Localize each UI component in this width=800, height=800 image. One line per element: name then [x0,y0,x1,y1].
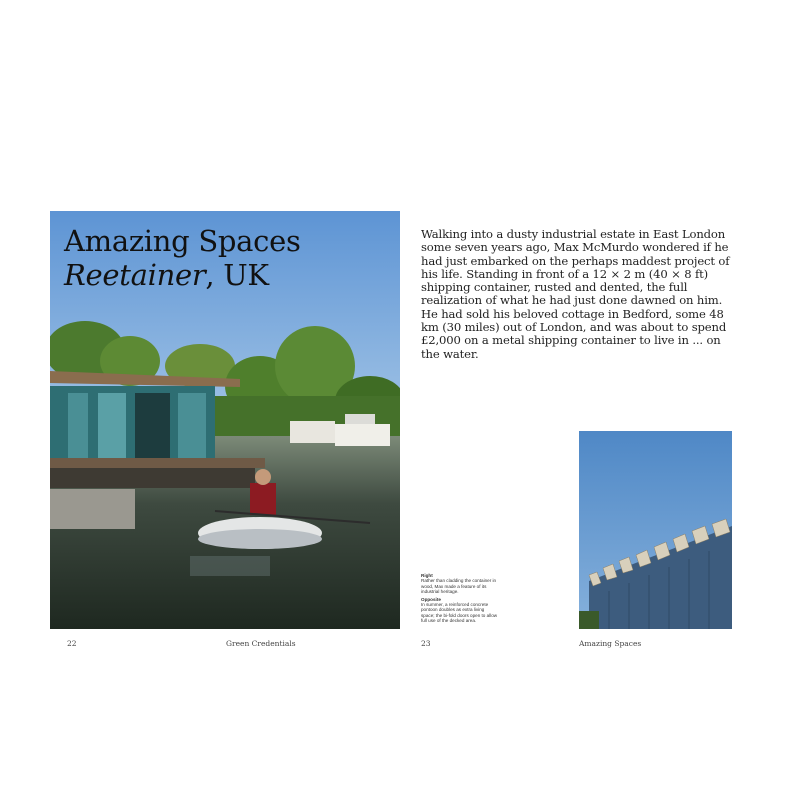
running-title-left: Green Credentials [226,639,296,648]
page-number-left: 22 [67,639,77,648]
title-line-2 [64,258,301,292]
caption-right-text: Rather than cladding the container in wood, Max made a feature of its industrial heritage. [421,578,497,595]
running-title-right: Amazing Spaces [579,639,642,648]
caption-right-heading: Right [421,573,433,578]
container-roof-photo [579,431,732,629]
body-paragraph: Walking into a dusty industrial estate in East London some seven years ago, Max McMurdo wondered if he had just embarked on the perhaps maddest project of his life. Standing in front of a 12 × 2 m (40 × 8 ft) shipping container, rusted and dented, the full realization of what he had just done dawned on him. He had sold his beloved cottage in Bedford, some 48 km (30 miles) out of London, and was about to spend £2,000 on a metal shipping container to live in ... on the water. [421,227,730,361]
caption-right [421,573,499,595]
title-country: , UK [205,258,269,292]
caption-opposite [421,597,499,624]
page-title [64,224,301,292]
title-project-name: Reetainer [64,258,206,292]
caption-opposite-text: In summer, a reinforced concrete pontoon doubles as extra living space; the bi-fold doors open to allow full use of the decked area. [421,602,498,624]
photo-captions [421,573,499,626]
caption-opposite-heading: Opposite [421,596,441,602]
page-number-right: 23 [421,639,431,648]
title-line-1: Amazing Spaces [64,224,301,258]
